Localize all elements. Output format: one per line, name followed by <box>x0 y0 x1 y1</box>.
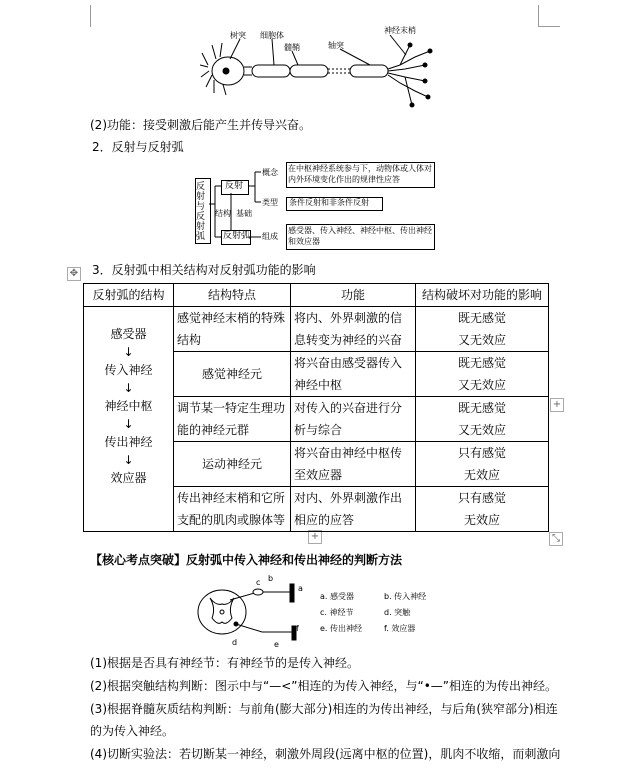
effect-line: 只有感觉 <box>457 446 506 460</box>
effect-line: 又无效应 <box>457 333 506 347</box>
table-header: 结构破坏对功能的影响 <box>416 284 549 307</box>
feature-cell: 调节某一特定生理功能的神经元群 <box>174 397 291 442</box>
section3-title: 3．反射弧中相关结构对反射弧功能的影响 <box>92 263 316 277</box>
legend-item: c. 神经节 <box>320 608 354 617</box>
basis-label: 基础 <box>236 209 252 218</box>
effect-cell <box>416 487 549 532</box>
crop-mark-top-left-v <box>90 5 91 27</box>
feature-cell: 运动神经元 <box>174 442 291 487</box>
chain-item: 传入神经 <box>104 363 153 377</box>
effect-cell <box>416 397 549 442</box>
spinal-reflex-figure <box>196 574 306 650</box>
chain-item: 神经中枢 <box>104 399 153 413</box>
method-line: (4)切断实验法：若切断某一神经，刺激外周段(远离中枢的位置)，肌肉不收缩，而刺激向 <box>90 747 561 761</box>
crop-mark-top-right-v <box>538 5 539 27</box>
type-text: 条件反射和非条件反射 <box>289 198 369 207</box>
composition-text: 感受器、传入神经、神经中枢、传出神经和效应器 <box>288 226 432 246</box>
structure-label: 结构 <box>215 209 231 218</box>
label-myelin: 髓鞘 <box>284 43 300 52</box>
legend-item: a. 感受器 <box>320 592 354 601</box>
table-move-handle[interactable]: ✥ <box>67 267 81 281</box>
composition-label: 组成 <box>262 232 278 241</box>
legend-item: f. 效应器 <box>384 624 416 633</box>
function-cell: 对内、外界刺激作出相应的应答 <box>291 487 416 532</box>
legend-item: e. 传出神经 <box>320 624 363 633</box>
table-header: 反射弧的结构 <box>84 284 174 307</box>
effect-line: 无效应 <box>463 513 500 527</box>
effect-cell <box>416 352 549 397</box>
chain-item: 感受器 <box>110 327 147 341</box>
chain-arrow: ↓ <box>123 345 134 359</box>
effect-line: 又无效应 <box>457 378 506 392</box>
effect-cell <box>416 442 549 487</box>
point-label: c <box>256 578 261 587</box>
effect-line: 又无效应 <box>457 423 506 437</box>
reflex-arc-table <box>83 283 549 532</box>
function-cell: 将兴奋由感受器传入神经中枢 <box>291 352 416 397</box>
point-label: a <box>298 584 303 593</box>
label-dendrite: 树突 <box>230 31 246 40</box>
label-axon: 轴突 <box>328 41 344 50</box>
section2-title: 2．反射与反射弧 <box>92 140 184 154</box>
chain-arrow: ↓ <box>123 417 134 431</box>
effect-line: 既无感觉 <box>457 401 506 415</box>
method-line: (3)根据脊髓灰质结构判断：与前角(膨大部分)相连的为传出神经，与后角(狭窄部分)相连 <box>90 702 558 716</box>
function-cell: 将内、外界刺激的信息转变为神经的兴奋 <box>291 307 416 352</box>
feature-cell: 感觉神经末梢的特殊结构 <box>174 307 291 352</box>
point-label: f <box>296 624 299 633</box>
effect-line: 既无感觉 <box>457 356 506 370</box>
chain-arrow: ↓ <box>123 453 134 467</box>
point-label: e <box>274 640 279 649</box>
type-label: 类型 <box>262 198 278 207</box>
feature-cell: 传出神经末梢和它所支配的肌肉或腺体等 <box>174 487 291 532</box>
table-row <box>84 307 549 352</box>
effect-line: 无效应 <box>463 468 500 482</box>
point-label: b <box>268 574 274 583</box>
chain-arrow: ↓ <box>123 381 134 395</box>
reflex-arc-label: 反射弧 <box>223 231 251 241</box>
effect-line: 只有感觉 <box>457 491 506 505</box>
function-cell: 对传入的兴奋进行分析与综合 <box>291 397 416 442</box>
concept-label: 概念 <box>262 168 278 177</box>
legend-item: d. 突触 <box>384 608 411 617</box>
table-header: 功能 <box>291 284 416 307</box>
legend-item: b. 传入神经 <box>384 592 427 601</box>
method-line: (1)根据是否具有神经节：有神经节的是传入神经。 <box>90 656 359 670</box>
table-add-row-handle[interactable]: + <box>308 530 322 544</box>
feature-cell: 感觉神经元 <box>174 352 291 397</box>
crop-mark-top-right-h <box>538 26 560 27</box>
effect-cell <box>416 307 549 352</box>
concept-text: 在中枢神经系统参与下，动物体或人体对内外环境变化作出的规律性应答 <box>288 164 432 184</box>
chain-item: 传出神经 <box>104 435 153 449</box>
label-cell-body: 细胞体 <box>260 31 284 40</box>
table-resize-handle[interactable]: ⤡ <box>549 532 563 546</box>
reflex-label: 反射 <box>225 181 244 191</box>
table-add-column-handle[interactable]: + <box>550 398 564 412</box>
chain-item: 效应器 <box>110 471 147 485</box>
core-title: 【核心考点突破】反射弧中传入神经和传出神经的判断方法 <box>90 553 403 567</box>
chain-cell <box>84 307 174 532</box>
function-cell: 将兴奋由神经中枢传至效应器 <box>291 442 416 487</box>
label-nerve-ending: 神经末梢 <box>384 26 416 35</box>
reflex-root-label: 反射与反射弧 <box>196 182 206 242</box>
point-label: d <box>232 638 238 647</box>
table-header-row <box>84 284 549 307</box>
table-header: 结构特点 <box>174 284 291 307</box>
method-line: 的为传入神经。 <box>90 724 175 738</box>
function-line: (2)功能：接受刺激后能产生并传导兴奋。 <box>90 118 311 132</box>
method-line: (2)根据突触结构判断：图示中与“—<”相连的为传入神经，与“•—”相连的为传出神经。 <box>90 679 558 693</box>
effect-line: 既无感觉 <box>457 311 506 325</box>
